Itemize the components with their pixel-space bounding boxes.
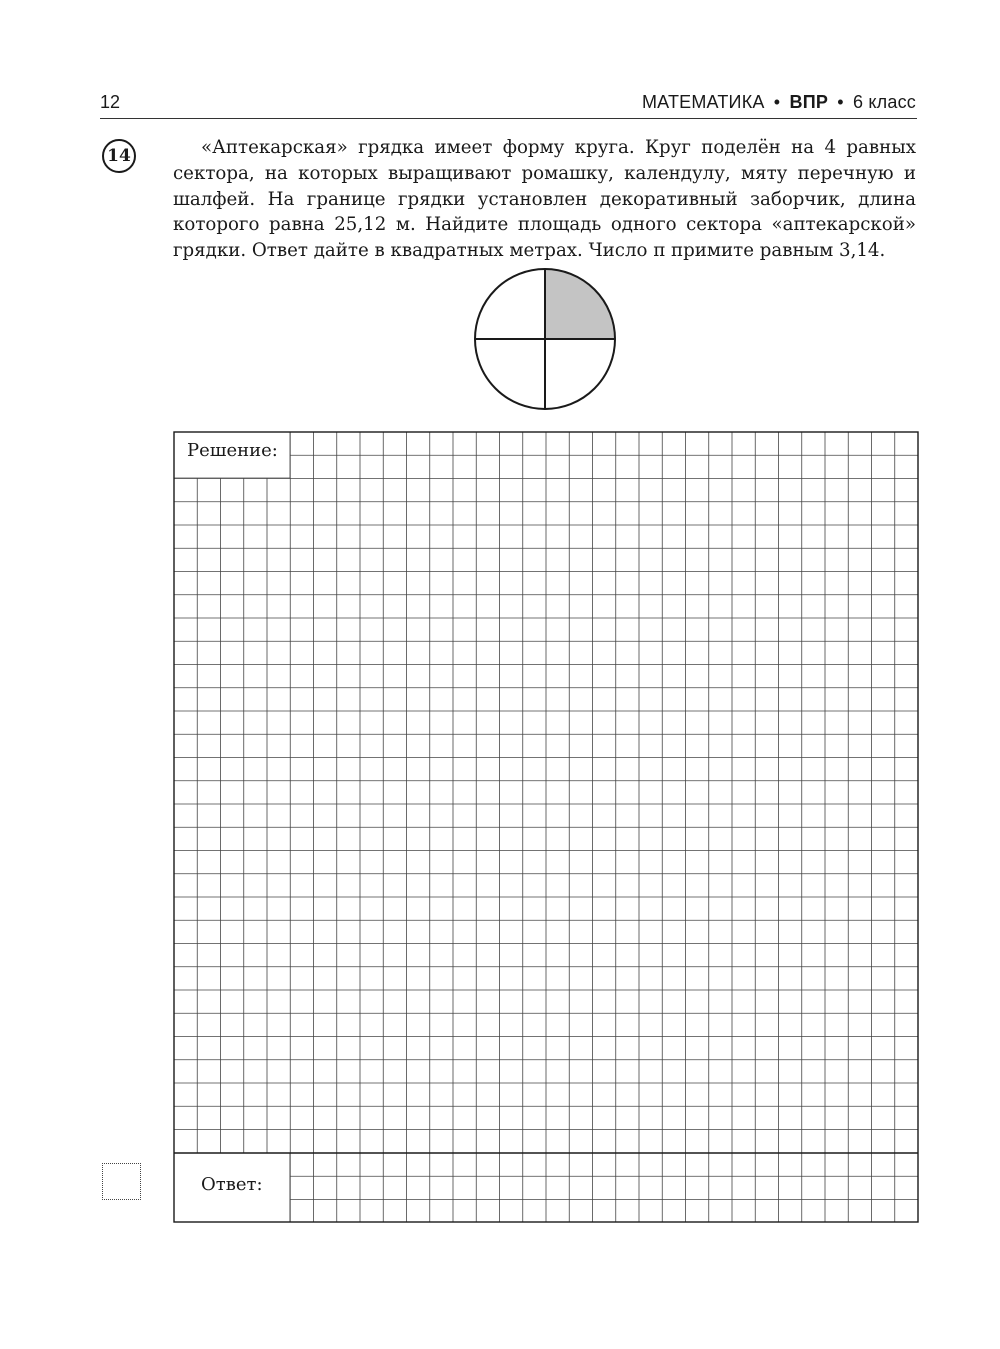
bullet-separator: • (773, 92, 781, 112)
bullet-separator: • (837, 92, 844, 112)
running-head (642, 92, 916, 113)
circle-figure (472, 266, 618, 412)
series-title: ВПР (789, 92, 829, 112)
grid-lines (174, 432, 918, 1222)
answer-label: Ответ: (201, 1174, 263, 1195)
solution-label: Решение: (187, 440, 278, 461)
page-number: 12 (100, 92, 121, 112)
task-number-badge: 14 (102, 139, 136, 173)
task-statement: «Аптекарская» грядка имеет форму круга. Круг поделён на 4 равных сектора, на которых выращивают ромашку, календулу, мяту перечную и шалфей. На границе грядки установлен декоративный заборчик, длина которого равна 25,12 м. Найдите площадь одного сектора «аптекарской» грядки. Ответ дайте в квадратных метрах. Число π примите равным 3,14. (173, 137, 916, 262)
score-box (102, 1163, 141, 1200)
header-rule (100, 118, 917, 119)
solution-grid[interactable] (173, 431, 919, 1223)
task-text (173, 135, 916, 264)
grade-label: 6 класс (852, 92, 916, 112)
subject-title: МАТЕМАТИКА (641, 92, 765, 112)
